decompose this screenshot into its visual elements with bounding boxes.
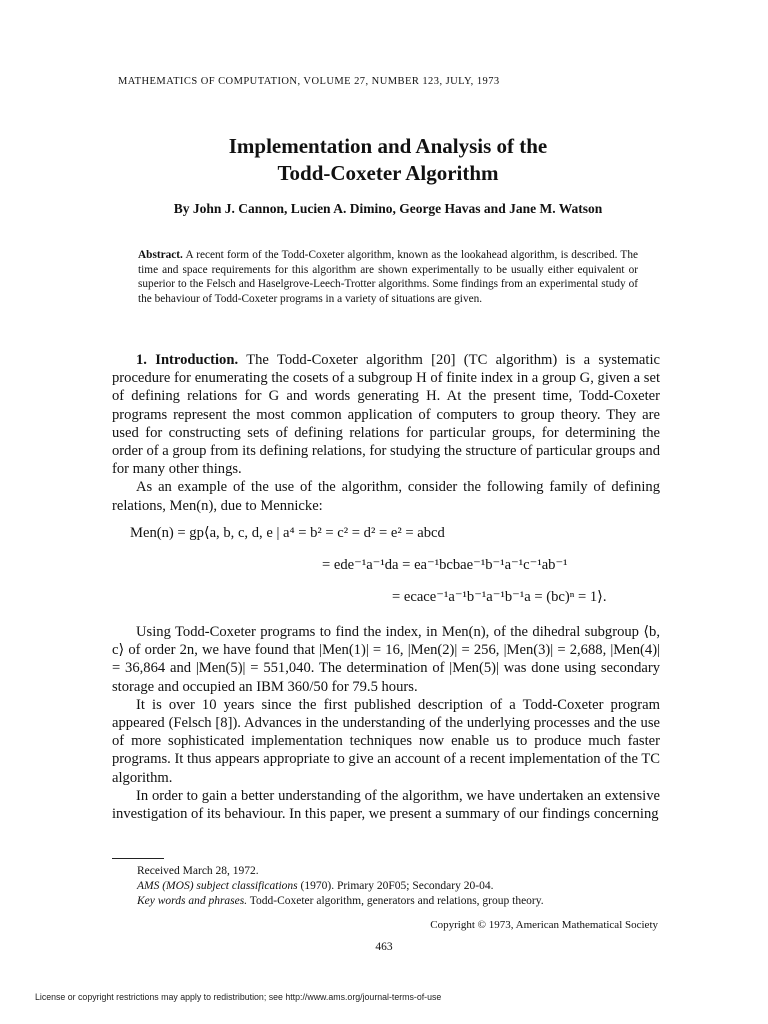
body-paragraph-5: In order to gain a better understanding of the algorithm, we have undertaken an extensive investigation of its behaviour. In this paper, we present a summary of our findings concerning xyxy=(112,787,660,823)
ams-value: (1970). Primary 20F05; Secondary 20-04. xyxy=(300,880,494,893)
copyright-notice: Copyright © 1973, American Mathematical Society xyxy=(430,919,658,931)
ams-label: AMS (MOS) subject classifications xyxy=(137,880,298,893)
body-paragraph-4: It is over 10 years since the first published description of a Todd-Coxeter program appeared (Felsch [8]). Advances in the understanding of the underlying processes and the use of more sophisticated implementation techniques now enable us to produce much faster programs. It thus appears appropriate to give an account of a recent implementation of the TC algorithm. xyxy=(112,696,660,786)
equation-line-2: = ede⁻¹a⁻¹da = ea⁻¹bcbae⁻¹b⁻¹a⁻¹c⁻¹ab⁻¹ xyxy=(322,557,568,573)
intro-paragraph-1-text: The Todd-Coxeter algorithm [20] (TC algorithm) is a systematic procedure for enumerating the cosets of a subgroup H of finite index in a group G, given a set of defining relations for G and words generating H. At the present time, Todd-Coxeter programs represent the most common application of computers to group theory. They are used for constructing sets of defining relations for particular groups, for determining the order of a group from its defining relations, for studying the structure of particular groups and for many other things. xyxy=(112,352,660,478)
mennicke-equations xyxy=(130,524,650,614)
keywords xyxy=(137,894,657,909)
equation-line-3: = ecace⁻¹a⁻¹b⁻¹a⁻¹b⁻¹a = (bc)ⁿ = 1⟩. xyxy=(392,589,607,605)
introduction-section xyxy=(112,351,660,515)
title-line-2: Todd-Coxeter Algorithm xyxy=(277,161,499,185)
received-date: Received March 28, 1972. xyxy=(137,865,259,877)
keywords-label: Key words and phrases. xyxy=(137,895,248,908)
abstract-label: Abstract. xyxy=(138,249,183,261)
abstract-text: A recent form of the Todd-Coxeter algorithm, known as the lookahead algorithm, is described. The time and space requirements for this algorithm are shown experimentally to be usually either equivalent or superior to the Felsch and Haselgrove-Leech-Trotter algorithms. Some findings from an experimental study of the behaviour of Todd-Coxeter programs in a variety of situations are given. xyxy=(138,249,638,305)
section-heading: 1. Introduction. xyxy=(136,352,239,368)
license-notice: License or copyright restrictions may apply to redistribution; see http://www.ams.org/journal-terms-of-use xyxy=(35,992,442,1002)
footnote-divider xyxy=(112,858,164,859)
body-continuation xyxy=(112,623,660,823)
footnotes xyxy=(137,864,657,910)
abstract xyxy=(138,248,638,306)
keywords-value: Todd-Coxeter algorithm, generators and relations, group theory. xyxy=(249,895,544,908)
author-list: By John J. Cannon, Lucien A. Dimino, George Havas and Jane M. Watson xyxy=(173,201,603,216)
title-line-1: Implementation and Analysis of the xyxy=(228,134,548,158)
journal-header: MATHEMATICS OF COMPUTATION, VOLUME 27, NUMBER 123, JULY, 1973 xyxy=(118,76,500,87)
intro-paragraph-1 xyxy=(112,351,660,478)
page-number: 463 xyxy=(375,941,393,953)
ams-classification xyxy=(137,879,657,894)
equation-line-1: Men(n) = gp⟨a, b, c, d, e | a⁴ = b² = c² = d² = e² = abcd xyxy=(130,525,445,541)
paper-title xyxy=(0,133,768,187)
intro-paragraph-2: As an example of the use of the algorithm, consider the following family of defining relations, Men(n), due to Mennicke: xyxy=(112,479,660,514)
body-paragraph-3: Using Todd-Coxeter programs to find the index, in Men(n), of the dihedral subgroup ⟨b, c⟩ of order 2n, we have found that |Men(1)| = 16, |Men(2)| = 256, |Men(3)| = 2,688, |Men(4)| = 36,864 and |Men(5)| = 551,040. The determination of |Men(5)| was done using secondary storage and occupied an IBM 360/50 for 79.5 hours. xyxy=(112,624,660,695)
